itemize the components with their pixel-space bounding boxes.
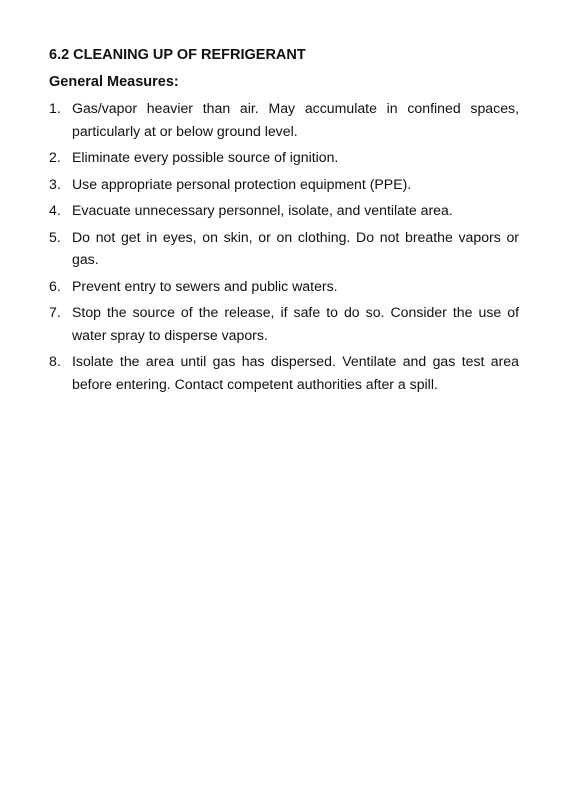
list-item-number: 8. <box>49 353 61 369</box>
list-item <box>49 173 519 196</box>
list-item-number: 5. <box>49 228 61 245</box>
list-item-text: Isolate the area until gas has dispersed. Ventilate and gas test area before entering. Contact competent authorities after a spill. <box>72 353 519 392</box>
list-item-number: 2. <box>49 149 61 165</box>
list-item <box>49 350 519 395</box>
list-item-number: 4. <box>49 202 61 218</box>
list-item-number: 1. <box>49 100 61 116</box>
list-item-text: Prevent entry to sewers and public waters. <box>72 277 338 294</box>
list-item-text: Gas/vapor heavier than air. May accumulate in confined spaces, particularly at or below ground level. <box>72 100 519 139</box>
measures-list <box>49 97 519 399</box>
section-title: 6.2 CLEANING UP OF REFRIGERANT <box>49 47 306 63</box>
list-item-number: 3. <box>49 175 61 192</box>
list-item <box>49 301 519 346</box>
list-item <box>49 97 519 142</box>
list-item-text: Stop the source of the release, if safe to do so. Consider the use of water spray to disperse vapors. <box>72 304 519 343</box>
list-item-text: Use appropriate personal protection equipment (PPE). <box>72 175 412 192</box>
list-item <box>49 275 519 298</box>
list-item-text: Do not get in eyes, on skin, or on clothing. Do not breathe vapors or gas. <box>72 228 519 267</box>
general-measures-heading: General Measures: <box>49 74 179 90</box>
list-item-number: 7. <box>49 304 61 320</box>
list-item <box>49 199 519 222</box>
list-item <box>49 226 519 271</box>
list-item-text: Evacuate unnecessary personnel, isolate, and ventilate area. <box>72 202 453 218</box>
list-item <box>49 146 519 169</box>
list-item-number: 6. <box>49 277 61 294</box>
list-item-text: Eliminate every possible source of ignition. <box>72 149 339 165</box>
